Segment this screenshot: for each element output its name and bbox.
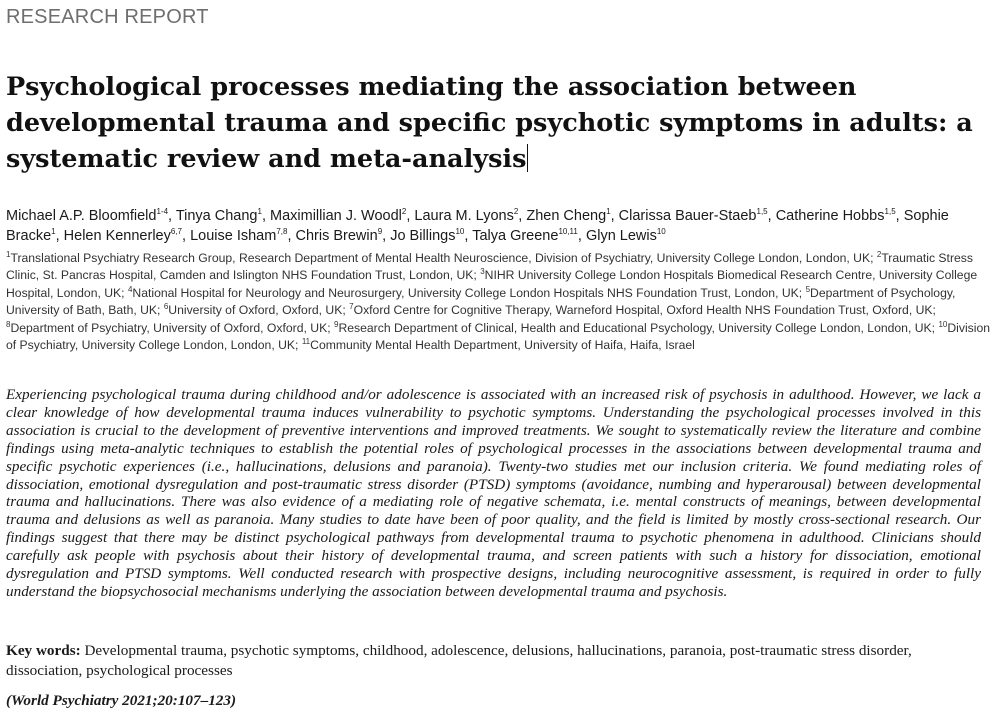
author-name: Zhen Cheng [526, 208, 607, 224]
author-name: Talya Greene [472, 228, 559, 244]
author-affiliation-ref: 1 [606, 207, 611, 217]
author [270, 208, 406, 224]
section-label: RESEARCH REPORT [6, 6, 209, 28]
affiliation-text: NIHR University College London Hospitals Biomedical Research Centre, University College Hospital, London, UK; [6, 268, 978, 300]
author [64, 228, 182, 244]
affiliation-list [6, 250, 996, 354]
author-list: Michael A.P. Bloomfield$^{1-4}$, Tinya Chang$^1$, Maximillian J. Woodl$^2$, Laura M. Lyons$^2$, Zhen Cheng$^1$, Clarissa Bauer-Staeb$^{1,5}$, Catherine Hobbs$^{1,5}$, Sophie Bracke$^1$, Helen Kennerley$^{6,7}$, Louise Isham$^{7,8}$, Chris Brewin$^9$, Jo Billings$^{10}$, Talya Greene$^{10,11}$, Glyn Lewis$^{10}$ [6, 207, 949, 244]
affiliation-text: Translational Psychiatry Research Group, Research Department of Mental Health Neuroscience, Division of Psychiatry, University College London, London, UK; [10, 251, 874, 265]
affiliation-text: Department of Psychiatry, University of Oxford, Oxford, UK; [10, 320, 331, 335]
author-name: Helen Kennerley [63, 228, 171, 244]
affiliation [6, 321, 331, 335]
affiliation-text: Research Department of Clinical, Health and Educational Psychology, University College London, London, UK; [338, 320, 936, 335]
text-cursor [527, 144, 528, 172]
author-name: Louise Isham [190, 228, 277, 244]
author-name: Chris Brewin [295, 228, 378, 244]
author [390, 228, 464, 244]
author-affiliation-ref: 7,8 [276, 227, 288, 237]
article-title [6, 69, 996, 177]
author [526, 208, 610, 224]
affiliation-number: 7 [349, 302, 354, 312]
author [414, 208, 518, 224]
author-affiliation-ref: 1,5 [756, 207, 768, 217]
author [619, 208, 768, 224]
author-name: Michael A.P. Bloomfield [6, 208, 157, 224]
author-name: Maximillian J. Woodl [270, 208, 402, 224]
affiliation-text: Community Mental Health Department, University of Haifa, Haifa, Israel [310, 338, 695, 353]
affiliation-text: Traumatic Stress Clinic, St. Pancras Hospital, Camden and Islington NHS Foundation Trust, London, UK; [6, 251, 973, 283]
author-affiliation-ref: 1 [51, 227, 56, 237]
affiliation-number: 8 [6, 319, 11, 329]
affiliation [6, 251, 873, 265]
author-affiliation-ref: 2 [513, 207, 519, 217]
author [6, 208, 168, 224]
keywords-label: Key words: [6, 642, 81, 659]
article-title-text: Psychological processes mediating the association between developmental trauma and specific psychotic symptoms in adults: a systematic review and meta-analysis [6, 72, 973, 174]
author-name: Catherine Hobbs [775, 208, 885, 224]
citation: (World Psychiatry 2021;20:107–123) [6, 692, 237, 709]
affiliation [334, 321, 935, 335]
author-name: Clarissa Bauer-Staeb [618, 208, 757, 224]
author-affiliation-ref: 6,7 [170, 227, 182, 237]
affiliation-number: 1 [6, 249, 11, 259]
affiliation-number: 11 [301, 336, 311, 346]
affiliation-number: 9 [333, 319, 339, 329]
affiliation [128, 286, 802, 300]
keywords [6, 641, 991, 681]
author [296, 228, 383, 244]
affiliation [164, 303, 346, 317]
affiliation-number: 10 [938, 319, 948, 329]
affiliation [302, 338, 695, 352]
author-name: Glyn Lewis [585, 228, 657, 244]
affiliation-number: 5 [805, 284, 811, 294]
affiliation-number: 4 [127, 284, 133, 294]
abstract: Experiencing psychological trauma during childhood and/or adolescence is associated with an increased risk of psychosis in adulthood. However, we lack a clear knowledge of how developmental trauma induces vulnerability to psychotic symptoms. Understanding the psychological processes involved in this association is crucial to the development of preventive interventions and improved treatments. We sought to systematically review the literature and combine findings using meta-analytic techniques to establish the potential roles of psychological processes in the associations between developmental trauma and specific psychotic experiences (i.e., hallucinations, delusions and paranoia). Twenty-two studies met our inclusion criteria. We found mediating roles of dissociation, emotional dysregulation and post-traumatic stress disorder (PTSD) symptoms (avoidance, numbing and hyperarousal) between developmental trauma and hallucinations. There was also evidence of a mediating role of negative schemata, i.e. mental constructs of meanings, between developmental trauma and delusions as well as paranoia. Many studies to date have been of poor quality, and the field is limited by mostly cross-sectional research. Our findings suggest that there may be distinct psychological pathways from developmental trauma to psychotic phenomena in adulthood. Clinicians should carefully ask people with psychosis about their history of developmental trauma, and screen patients with such a history for dissociation, emotional dysregulation and PTSD symptoms. Well conducted research with prospective designs, including neurocognitive assessment, is required in order to fully understand the biopsychosocial mechanisms underlying the association between developmental trauma and psychosis. [6, 386, 981, 600]
author-affiliation-ref: 10 [656, 227, 666, 237]
author [472, 228, 578, 244]
affiliation-text: Department of Psychology, University of Bath, Bath, UK; [6, 285, 956, 318]
author-affiliation-ref: 1-4 [156, 207, 169, 217]
author [190, 228, 287, 244]
author-name: Laura M. Lyons [414, 208, 514, 224]
author [176, 208, 262, 224]
author [776, 208, 896, 224]
affiliation-text: Oxford Centre for Cognitive Therapy, Warneford Hospital, Oxford Health NHS Foundation Trust, Oxford, UK; [353, 303, 936, 318]
author-affiliation-ref: 9 [377, 227, 383, 237]
author-name: Jo Billings [390, 228, 456, 244]
author-name: Sophie Bracke [6, 208, 949, 244]
author-affiliation-ref: 10 [455, 227, 465, 237]
affiliation-text: National Hospital for Neurology and Neurosurgery, University College London Hospitals NHS Foundation Trust, London, UK; [132, 285, 803, 300]
author [586, 228, 666, 244]
keywords-text: Developmental trauma, psychotic symptoms, childhood, adolescence, delusions, hallucinations, paranoia, post-traumatic stress disorder, dissociation, psychological processes [6, 642, 912, 679]
affiliation-number: 2 [876, 249, 882, 259]
affiliation [349, 303, 936, 317]
affiliation-number: 6 [163, 302, 169, 312]
author-name: Tinya Chang [175, 208, 258, 224]
affiliation-text: Division of Psychiatry, University College London, London, UK; [6, 320, 991, 353]
affiliation-text: University of Oxford, Oxford, UK; [168, 303, 346, 318]
author-affiliation-ref: 10,11 [558, 227, 578, 237]
author-affiliation-ref: 1 [257, 207, 262, 217]
affiliation-number: 3 [480, 267, 485, 277]
author-affiliation-ref: 1,5 [884, 207, 896, 217]
author-affiliation-ref: 2 [401, 207, 407, 217]
